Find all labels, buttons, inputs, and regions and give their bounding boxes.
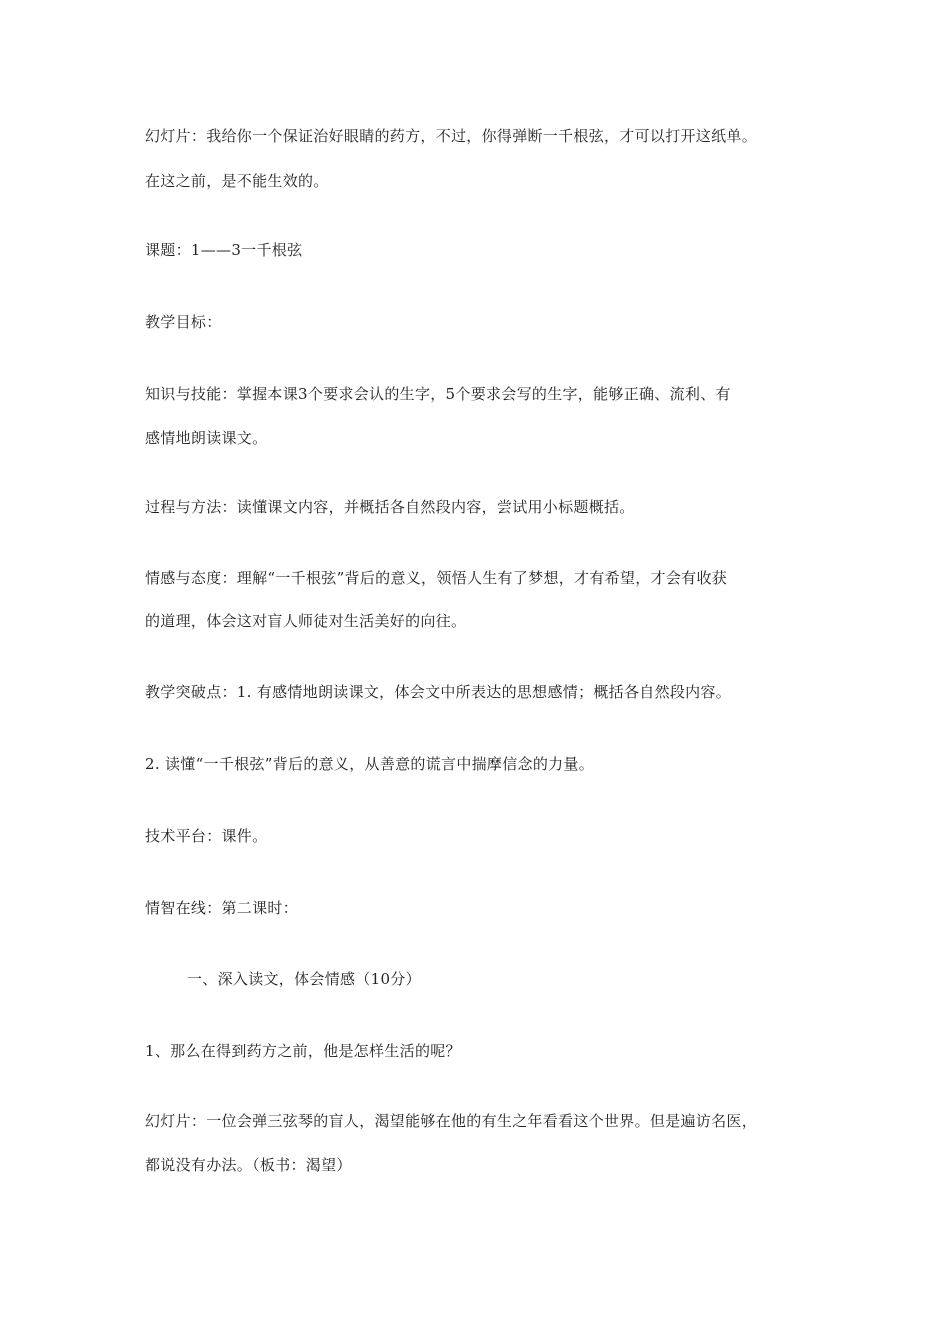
question-one-line: 1、那么在得到药方之前，他是怎样生活的呢？ <box>145 1042 461 1060</box>
breakthrough-point-2: 2. 读懂“一千根弦”背后的意义，从善意的谎言中揣摩信念的力量。 <box>145 755 595 773</box>
knowledge-skills-line-2: 感情地朗读课文。 <box>145 429 268 447</box>
emotion-attitude-line-1: 情感与态度：理解“一千根弦”背后的意义，领悟人生有了梦想，才有希望，才会有收获 <box>145 569 728 587</box>
slide-text-line-1: 幻灯片：我给你一个保证治好眼睛的药方，不过，你得弹断一千根弦，才可以打开这纸单。 <box>145 127 758 145</box>
tech-platform-line: 技术平台：课件。 <box>145 827 268 845</box>
teaching-goals-heading: 教学目标： <box>145 313 222 331</box>
slide-story-line-2: 都说没有办法。（板书：渴望） <box>145 1156 352 1174</box>
slide-story-line-1: 幻灯片：一位会弹三弦琴的盲人，渴望能够在他的有生之年看看这个世界。但是遍访名医， <box>145 1112 758 1130</box>
process-method-line: 过程与方法：读懂课文内容，并概括各自然段内容，尝试用小标题概括。 <box>145 498 635 516</box>
knowledge-skills-line-1: 知识与技能：掌握本课3个要求会认的生字，5个要求会写的生字，能够正确、流利、有 <box>145 385 731 403</box>
section-one-heading: 一、深入读文，体会情感（10分） <box>187 970 421 988</box>
emotion-attitude-line-2: 的道理，体会这对盲人师徒对生活美好的向往。 <box>145 612 467 630</box>
slide-text-line-2: 在这之前，是不能生效的。 <box>145 172 329 190</box>
second-lesson-heading: 情智在线：第二课时： <box>145 899 299 917</box>
lesson-title: 课题：1——3一千根弦 <box>145 241 303 259</box>
breakthrough-point-1: 教学突破点：1. 有感情地朗读课文，体会文中所表达的思想感情；概括各自然段内容。 <box>145 683 732 701</box>
